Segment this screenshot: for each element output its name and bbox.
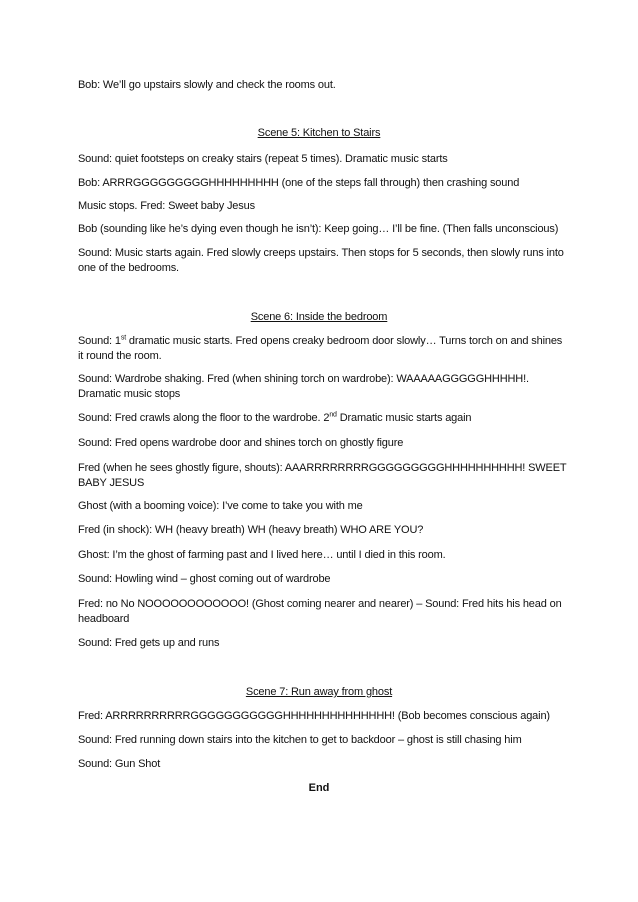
dialogue-line — [78, 411, 568, 426]
ordinal-suffix: st — [120, 334, 126, 342]
dialogue-line: Bob (sounding like he’s dying even though he isn’t): Keep going… I’ll be fine. (Then falls unconscious) — [78, 223, 559, 235]
dialogue-line: Sound: Gun Shot — [78, 758, 161, 770]
dialogue-line: Fred (when he sees ghostly figure, shouts): AAARRRRRRRRGGGGGGGGGHHHHHHHHHH! SWEET BABY JESUS — [78, 462, 567, 489]
dialogue-line: Fred: no No NOOOOOOOOOOOO! (Ghost coming nearer and nearer) – Sound: Fred hits his head on headboard — [78, 598, 562, 625]
text-segment: dramatic music starts. Fred opens creaky bedroom door slowly… Turns torch on and shines it round the room. — [78, 335, 563, 362]
ordinal-suffix: nd — [329, 411, 337, 419]
dialogue-line: Fred (in shock): WH (heavy breath) WH (heavy breath) WHO ARE YOU? — [78, 524, 424, 536]
scene-heading: Scene 7: Run away from ghost — [245, 686, 393, 698]
dialogue-line: Sound: Music starts again. Fred slowly creeps upstairs. Then stops for 5 seconds, then slowly runs into one of the bedrooms. — [78, 247, 564, 274]
text-segment: Sound: 1 — [78, 335, 121, 347]
dialogue-line: Music stops. Fred: Sweet baby Jesus — [78, 200, 255, 212]
scene-heading: Scene 5: Kitchen to Stairs — [257, 127, 381, 139]
dialogue-line: Sound: Fred running down stairs into the kitchen to get to backdoor – ghost is still chasing him — [78, 734, 522, 746]
dialogue-line: Bob: ARRRGGGGGGGGGHHHHHHHHH (one of the steps fall through) then crashing sound — [78, 177, 520, 189]
text-segment: Sound: Fred crawls along the floor to the wardrobe. 2 — [78, 412, 330, 424]
dialogue-line: Ghost: I’m the ghost of farming past and I lived here… until I died in this room. — [78, 549, 446, 561]
dialogue-line: Sound: Howling wind – ghost coming out of wardrobe — [78, 573, 331, 585]
dialogue-line: Fred: ARRRRRRRRRRGGGGGGGGGGGHHHHHHHHHHHHHH! (Bob becomes conscious again) — [78, 710, 550, 722]
scene-heading: Scene 6: Inside the bedroom — [250, 311, 388, 323]
dialogue-line: Sound: Fred gets up and runs — [78, 637, 220, 649]
dialogue-line: Bob: We’ll go upstairs slowly and check the rooms out. — [78, 79, 336, 91]
dialogue-line: Sound: quiet footsteps on creaky stairs (repeat 5 times). Dramatic music starts — [78, 153, 448, 165]
end-marker: End — [308, 782, 330, 794]
dialogue-line: Sound: Fred opens wardrobe door and shines torch on ghostly figure — [78, 437, 404, 449]
dialogue-line: Ghost (with a booming voice): I’ve come to take you with me — [78, 500, 363, 512]
dialogue-line — [78, 334, 568, 364]
dialogue-line: Sound: Wardrobe shaking. Fred (when shining torch on wardrobe): WAAAAAGGGGGHHHHH!. Dramatic music stops — [78, 373, 529, 400]
text-segment: Dramatic music starts again — [336, 412, 472, 424]
